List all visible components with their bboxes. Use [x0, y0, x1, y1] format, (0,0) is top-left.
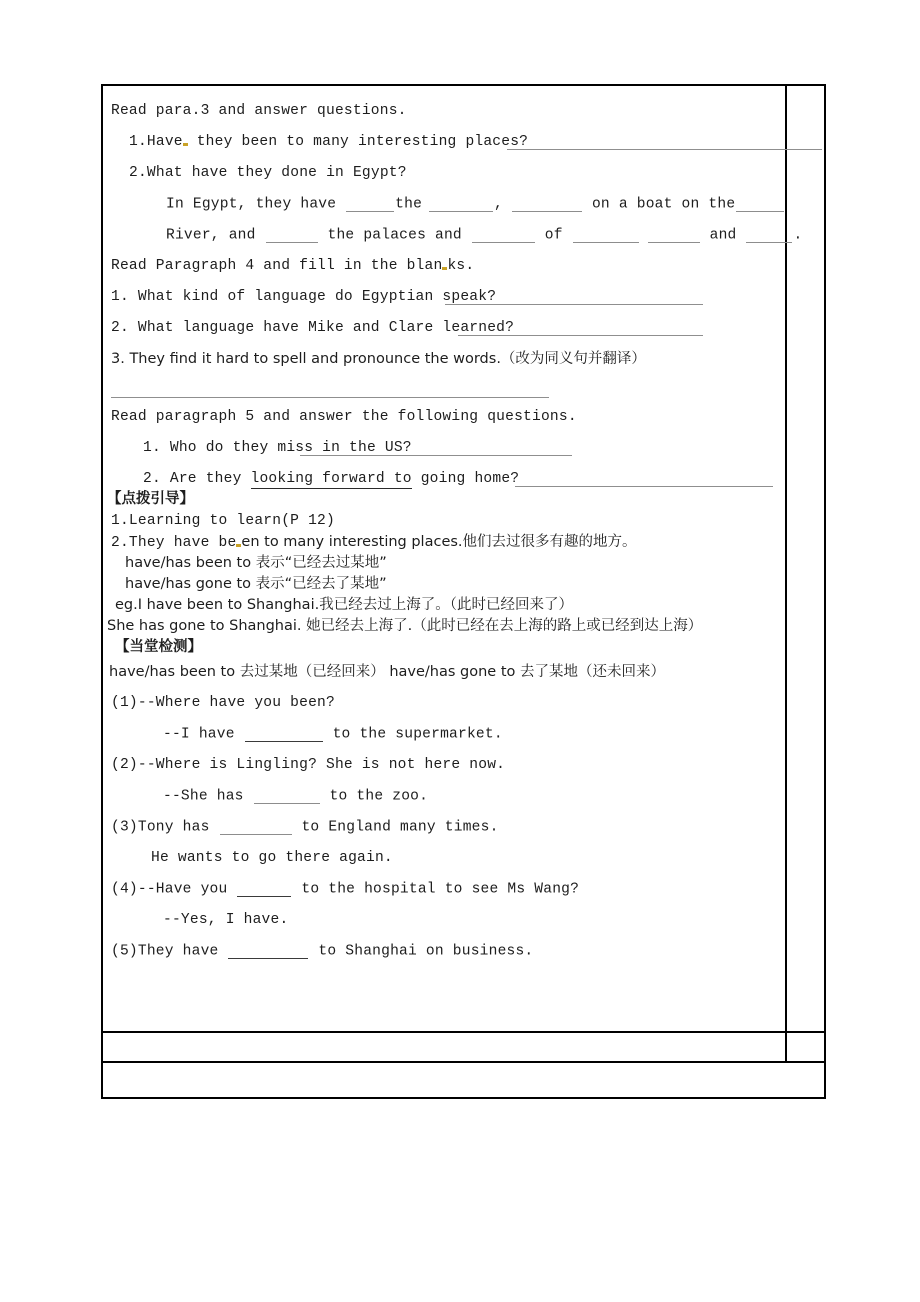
para3-heading: Read para.3 and answer questions. [111, 103, 407, 119]
test1-answer-a: --I have [163, 726, 244, 743]
para5-q2-text-b: going home? [411, 471, 520, 487]
blank-field[interactable] [746, 228, 792, 243]
table-row-blank-1 [102, 1032, 825, 1062]
test-item-2-lead: (2)--Where is Lingling? She is not here now. [111, 757, 506, 773]
blank-field[interactable] [220, 820, 292, 835]
para4-question-2: 2. What language have Mike and Clare learned? [111, 320, 515, 336]
blank-field[interactable] [573, 228, 639, 243]
guidance-item2-b: en to many interesting places.他们去过很多有趣的地方。 [241, 534, 637, 550]
para3-q1-prefix: 1.Have [129, 134, 183, 150]
blank-field[interactable] [429, 197, 493, 212]
spellcheck-mark-icon [183, 143, 188, 146]
para3-q1-rest: they been to many interesting places? [187, 134, 529, 150]
guidance-item-3: have/has been to 表示“已经去过某地” [125, 555, 387, 571]
para3-fill-line-2 [166, 228, 802, 243]
footer-row-cell [102, 1062, 825, 1098]
test3-lead-b: to England many times. [292, 819, 499, 836]
spellcheck-mark-icon [236, 544, 241, 547]
guidance-item-1: 1.Learning to learn(P 12) [111, 513, 335, 529]
para3-question-1 [129, 135, 528, 150]
fill2-text-b: the palaces and [318, 227, 471, 244]
test-title: 【当堂检测】 [115, 639, 202, 655]
blank-field[interactable] [237, 882, 291, 897]
para3-q1-answer-rule[interactable] [507, 149, 822, 150]
para4-question-1: 1. What kind of language do Egyptian speak? [111, 289, 497, 305]
guidance-title: 【点拨引导】 [107, 491, 194, 507]
para5-q2-answer-rule[interactable] [515, 486, 773, 487]
blank-field[interactable] [648, 228, 700, 243]
fill2-text-a: River, and [166, 227, 265, 244]
table-row-blank-2 [102, 1062, 825, 1098]
test-item-4-lead [111, 882, 579, 897]
blank-field[interactable] [346, 197, 394, 212]
test-rule-line: have/has been to 去过某地（已经回来） have/has gone to 去了某地（还未回来） [109, 664, 665, 680]
fill1-text-c: , [494, 196, 503, 213]
para5-heading: Read paragraph 5 and answer the following questions. [111, 409, 577, 425]
test4-lead-b: to the hospital to see Ms Wang? [292, 881, 580, 898]
blank-field[interactable] [512, 197, 582, 212]
para4-heading-b: ks. [447, 258, 475, 274]
fill2-text-e: . [793, 227, 803, 244]
fill2-text-c: of [535, 227, 572, 244]
para5-q2-text-a: 2. Are they [143, 471, 251, 487]
test1-answer-b: to the supermarket. [323, 726, 503, 743]
blank-field[interactable] [254, 789, 320, 804]
guidance-item-2 [111, 535, 637, 551]
blank-field[interactable] [245, 727, 323, 742]
test4-lead-a: (4)--Have you [111, 881, 237, 898]
blank-row-main-cell [102, 1032, 786, 1062]
worksheet-table [101, 84, 826, 1099]
test-item-1-answer [163, 727, 503, 742]
spellcheck-mark-icon [442, 267, 447, 270]
main-content-cell [102, 85, 803, 1032]
para5-question-2 [143, 472, 519, 487]
para3-question-2: 2.What have they done in Egypt? [129, 165, 407, 181]
para4-question-3: 3. They find it hard to spell and pronounce the words.（改为同义句并翻译） [111, 351, 646, 367]
blank-field[interactable] [472, 228, 535, 243]
para4-q3-answer-rule[interactable] [111, 397, 549, 398]
fill1-text-b: the [395, 196, 423, 213]
guidance-item2-a: 2.They have be [111, 535, 237, 551]
table-row-main [102, 85, 825, 1032]
blank-field[interactable] [266, 228, 318, 243]
fill1-text-a: In Egypt, they have [166, 196, 346, 213]
fill2-text-d: and [700, 227, 746, 244]
para5-q2-underlined-phrase: looking forward to [250, 471, 412, 487]
blank-row-side-cell [786, 1032, 825, 1062]
para4-q1-answer-rule[interactable] [445, 304, 703, 305]
para4-q2-answer-rule[interactable] [458, 335, 703, 336]
para3-fill-line-1 [166, 197, 785, 212]
para5-question-1: 1. Who do they miss in the US? [143, 440, 412, 456]
test-item-3-answer: He wants to go there again. [151, 850, 393, 866]
test2-answer-b: to the zoo. [320, 788, 429, 805]
test-item-1-lead: (1)--Where have you been? [111, 695, 335, 711]
guidance-item-6: She has gone to Shanghai. 她已经去上海了.（此时已经在去上海的路上或已经到达上海） [107, 618, 703, 634]
test5-lead-a: (5)They have [111, 943, 228, 960]
blank-field[interactable] [228, 944, 308, 959]
para5-q1-answer-rule[interactable] [300, 455, 572, 456]
test-item-4-answer: --Yes, I have. [163, 912, 289, 928]
guidance-item-4: have/has gone to 表示“已经去了某地” [125, 576, 387, 592]
test3-lead-a: (3)Tony has [111, 819, 219, 836]
fill1-text-d: on a boat on the [583, 196, 736, 213]
para4-heading-a: Read Paragraph 4 and fill in the blan [111, 258, 443, 274]
para4-heading [111, 259, 474, 274]
test-item-5-lead [111, 944, 533, 959]
test5-lead-b: to Shanghai on business. [309, 943, 534, 960]
blank-field[interactable] [736, 197, 784, 212]
test2-answer-a: --She has [163, 788, 253, 805]
test-item-3-lead [111, 820, 499, 835]
guidance-item-5: eg.I have been to Shanghai.我已经去过上海了。（此时已经回来了） [115, 597, 573, 613]
test-item-2-answer [163, 789, 428, 804]
